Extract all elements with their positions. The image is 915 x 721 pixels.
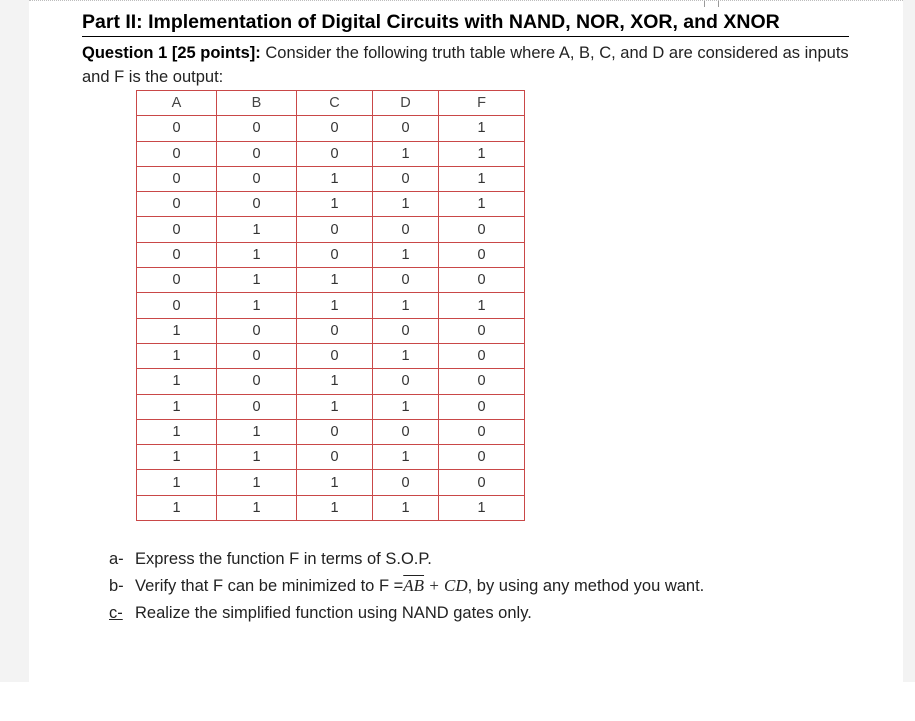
truth-table-cell: 0 — [439, 445, 525, 470]
truth-table-cell: 0 — [137, 141, 217, 166]
truth-table-cell: 1 — [217, 242, 297, 267]
truth-table-cell: 0 — [217, 141, 297, 166]
truth-table-cell: 1 — [373, 293, 439, 318]
task-item-b — [109, 573, 704, 600]
formula — [403, 576, 467, 595]
truth-table-cell: 0 — [137, 166, 217, 191]
truth-table-cell: 0 — [373, 419, 439, 444]
truth-table-cell: 0 — [439, 343, 525, 368]
truth-table-cell: 1 — [217, 419, 297, 444]
truth-table-row — [137, 166, 525, 191]
truth-table-cell: 1 — [373, 242, 439, 267]
ruler-mark — [704, 1, 705, 7]
truth-table-cell: 1 — [373, 445, 439, 470]
truth-table — [136, 90, 525, 521]
truth-table-cell: 1 — [373, 343, 439, 368]
truth-table-cell: 1 — [439, 116, 525, 141]
task-text: Realize the simplified function using NAND gates only. — [135, 604, 532, 622]
truth-table-row — [137, 470, 525, 495]
truth-table-cell: 0 — [217, 369, 297, 394]
question-text — [82, 41, 862, 89]
task-item-a — [109, 546, 704, 573]
truth-table-cell: 0 — [373, 116, 439, 141]
truth-table-cell: 1 — [439, 141, 525, 166]
truth-table-cell: 1 — [439, 495, 525, 520]
section-heading: Part II: Implementation of Digital Circuits with NAND, NOR, XOR, and XNOR — [82, 11, 849, 37]
truth-table-cell: 0 — [297, 242, 373, 267]
truth-table-cell: 1 — [297, 495, 373, 520]
task-text: Express the function F in terms of S.O.P. — [135, 550, 432, 568]
truth-table-cell: 0 — [439, 217, 525, 242]
truth-table-row — [137, 394, 525, 419]
truth-table-cell: 0 — [297, 343, 373, 368]
truth-table-cell: 1 — [373, 141, 439, 166]
truth-table-cell: 1 — [439, 166, 525, 191]
truth-table-cell: 0 — [297, 318, 373, 343]
task-marker: c- — [109, 604, 123, 622]
truth-table-row — [137, 419, 525, 444]
truth-table-cell: 0 — [439, 242, 525, 267]
truth-table-cell: 0 — [217, 394, 297, 419]
truth-table-cell: 0 — [439, 470, 525, 495]
truth-table-row — [137, 318, 525, 343]
truth-table-cell: 0 — [439, 369, 525, 394]
truth-table-cell: 1 — [297, 369, 373, 394]
truth-table-header-row — [137, 91, 525, 116]
task-list — [109, 546, 704, 627]
truth-table-row — [137, 217, 525, 242]
truth-table-cell: 1 — [297, 293, 373, 318]
truth-table-cell: 0 — [373, 318, 439, 343]
truth-table-cell: 0 — [297, 445, 373, 470]
truth-table-cell: 1 — [297, 192, 373, 217]
truth-table-cell: 1 — [217, 445, 297, 470]
truth-table-cell: 1 — [137, 495, 217, 520]
truth-table-row — [137, 116, 525, 141]
truth-table-row — [137, 242, 525, 267]
truth-table-cell: 0 — [137, 217, 217, 242]
header-f: F — [439, 91, 525, 116]
task-text-before: Verify that F can be minimized to F = — [135, 577, 404, 595]
truth-table-cell: 1 — [297, 268, 373, 293]
header-b: B — [217, 91, 297, 116]
truth-table-cell: 1 — [217, 470, 297, 495]
task-item-c — [109, 600, 704, 627]
truth-table-row — [137, 268, 525, 293]
truth-table-cell: 0 — [373, 268, 439, 293]
truth-table-cell: 0 — [217, 318, 297, 343]
truth-table-cell: 0 — [137, 268, 217, 293]
truth-table-row — [137, 192, 525, 217]
task-marker: b- — [109, 577, 124, 595]
truth-table-cell: 0 — [373, 166, 439, 191]
truth-table-body — [137, 116, 525, 521]
truth-table-cell: 0 — [217, 192, 297, 217]
truth-table-cell: 0 — [297, 116, 373, 141]
truth-table-cell: 0 — [439, 318, 525, 343]
truth-table-cell: 1 — [373, 495, 439, 520]
truth-table-row — [137, 343, 525, 368]
header-d: D — [373, 91, 439, 116]
truth-table-cell: 1 — [439, 293, 525, 318]
task-marker: a- — [109, 550, 124, 568]
truth-table-cell: 1 — [217, 217, 297, 242]
truth-table-row — [137, 495, 525, 520]
truth-table-cell: 0 — [439, 394, 525, 419]
header-a: A — [137, 91, 217, 116]
truth-table-cell: 0 — [137, 116, 217, 141]
truth-table-row — [137, 369, 525, 394]
formula-bar-term: $\overline{AB}$ — [403, 576, 425, 595]
truth-table-cell: 1 — [373, 192, 439, 217]
truth-table-cell: 0 — [217, 166, 297, 191]
truth-table-cell: 0 — [217, 116, 297, 141]
task-text-after: , by using any method you want. — [467, 577, 705, 595]
question-label: Question 1 [25 points]: — [82, 44, 261, 62]
ruler-mark — [718, 1, 719, 7]
question-body: Consider the following truth table where A, B, C, and D are considered as inputs and F is the output: — [82, 44, 849, 86]
truth-table-cell: 1 — [217, 268, 297, 293]
header-c: C — [297, 91, 373, 116]
truth-table-cell: 0 — [373, 470, 439, 495]
truth-table-cell: 0 — [373, 369, 439, 394]
truth-table-cell: 1 — [297, 394, 373, 419]
truth-table-cell: 1 — [373, 394, 439, 419]
truth-table-cell: 1 — [137, 318, 217, 343]
truth-table-cell: 0 — [373, 217, 439, 242]
truth-table-cell: 0 — [297, 419, 373, 444]
truth-table-cell: 0 — [297, 141, 373, 166]
truth-table-row — [137, 445, 525, 470]
truth-table-cell: 0 — [439, 268, 525, 293]
truth-table-cell: 1 — [297, 470, 373, 495]
truth-table-row — [137, 293, 525, 318]
truth-table-cell: 1 — [137, 369, 217, 394]
formula-rest: + CD — [424, 576, 468, 595]
bottom-margin — [0, 682, 915, 721]
truth-table-cell: 1 — [137, 419, 217, 444]
truth-table-cell: 1 — [297, 166, 373, 191]
truth-table-cell: 0 — [217, 343, 297, 368]
truth-table-cell: 0 — [297, 217, 373, 242]
truth-table-cell: 1 — [137, 445, 217, 470]
truth-table-cell: 1 — [439, 192, 525, 217]
truth-table-row — [137, 141, 525, 166]
truth-table-cell: 1 — [217, 293, 297, 318]
document-page — [29, 0, 903, 683]
truth-table-cell: 1 — [137, 343, 217, 368]
truth-table-cell: 1 — [137, 394, 217, 419]
truth-table-cell: 0 — [137, 192, 217, 217]
truth-table-cell: 0 — [439, 419, 525, 444]
truth-table-cell: 0 — [137, 242, 217, 267]
truth-table-cell: 0 — [137, 293, 217, 318]
truth-table-cell: 1 — [137, 470, 217, 495]
truth-table-cell: 1 — [217, 495, 297, 520]
